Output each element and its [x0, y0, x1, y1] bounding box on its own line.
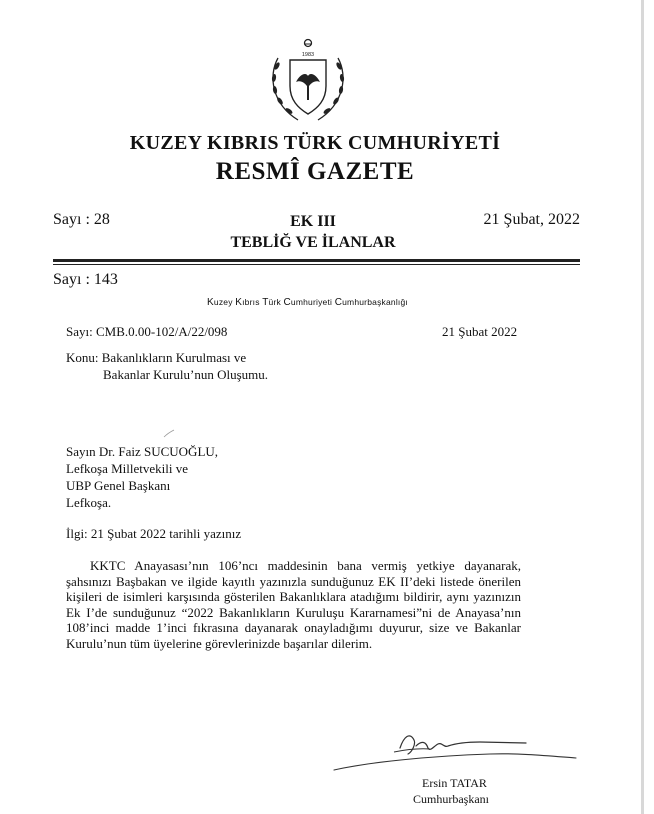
- issue-date: 21 Şubat, 2022: [483, 211, 580, 228]
- recipient-line: Lefkoşa.: [66, 495, 112, 510]
- section-title: TEBLİĞ VE İLANLAR: [230, 234, 396, 251]
- state-emblem: [268, 36, 348, 124]
- issuing-office: Kuzey Kıbrıs Türk Cumhuriyeti Cumhurbaşkanlığı: [207, 297, 408, 308]
- subject-line: Konu: Bakanlıkların Kurulması ve: [66, 350, 247, 365]
- signer-title: Cumhurbaşkanı: [413, 792, 489, 806]
- emblem-year: 1983: [301, 52, 315, 58]
- header-rule-thin: [53, 264, 580, 265]
- signer-name: Ersin TATAR: [422, 776, 487, 790]
- recipient-line: UBP Genel Başkanı: [66, 478, 171, 493]
- handwritten-signature: [330, 728, 580, 780]
- recipient-block: [66, 443, 218, 511]
- reference-number: Sayı: CMB.0.00-102/A/22/098: [66, 324, 228, 339]
- letter-date: 21 Şubat 2022: [442, 324, 518, 339]
- page-edge: [641, 0, 644, 814]
- subject-line: Bakanlar Kurulu’nun Oluşumu.: [103, 367, 269, 382]
- gazette-title: RESMÎ GAZETE: [215, 158, 415, 185]
- notice-number: Sayı : 143: [53, 271, 118, 288]
- republic-name: KUZEY KIBRIS TÜRK CUMHURİYETİ: [129, 132, 501, 154]
- subject-block: [66, 349, 268, 383]
- pen-mark: [163, 429, 175, 439]
- letter-body: KKTC Anayasası’nın 106’ncı maddesinin bana vermiş yetkiye dayanarak, şahsınızı Başbakan ve ilgide kayıtlı yazınızla sunduğunuz EK II’deki listede önerilen kişileri de isimleri karşısında gösterilen Bakanlıklara atadığımı bildirir, aynı yazınızın Ek I’de sunduğunuz “2022 Bakanlıkların Kuruluşu Kararnamesi”ni de Anayasa’nın 108’inci madde 1’inci fıkrasına dayanarak onayladığımı duyurur, size ve Bakanlar Kurulu’nun tüm üyelerine görevlerinizde başarılar dilerim.: [66, 558, 521, 651]
- related-reference: İlgi: 21 Şubat 2022 tarihli yazınız: [66, 526, 242, 541]
- header-rule-thick: [53, 259, 580, 262]
- issue-number: Sayı : 28: [53, 211, 110, 228]
- recipient-line: Sayın Dr. Faiz SUCUOĞLU,: [66, 444, 219, 459]
- recipient-line: Lefkoşa Milletvekili ve: [66, 461, 189, 476]
- annex-label: EK III: [290, 213, 336, 230]
